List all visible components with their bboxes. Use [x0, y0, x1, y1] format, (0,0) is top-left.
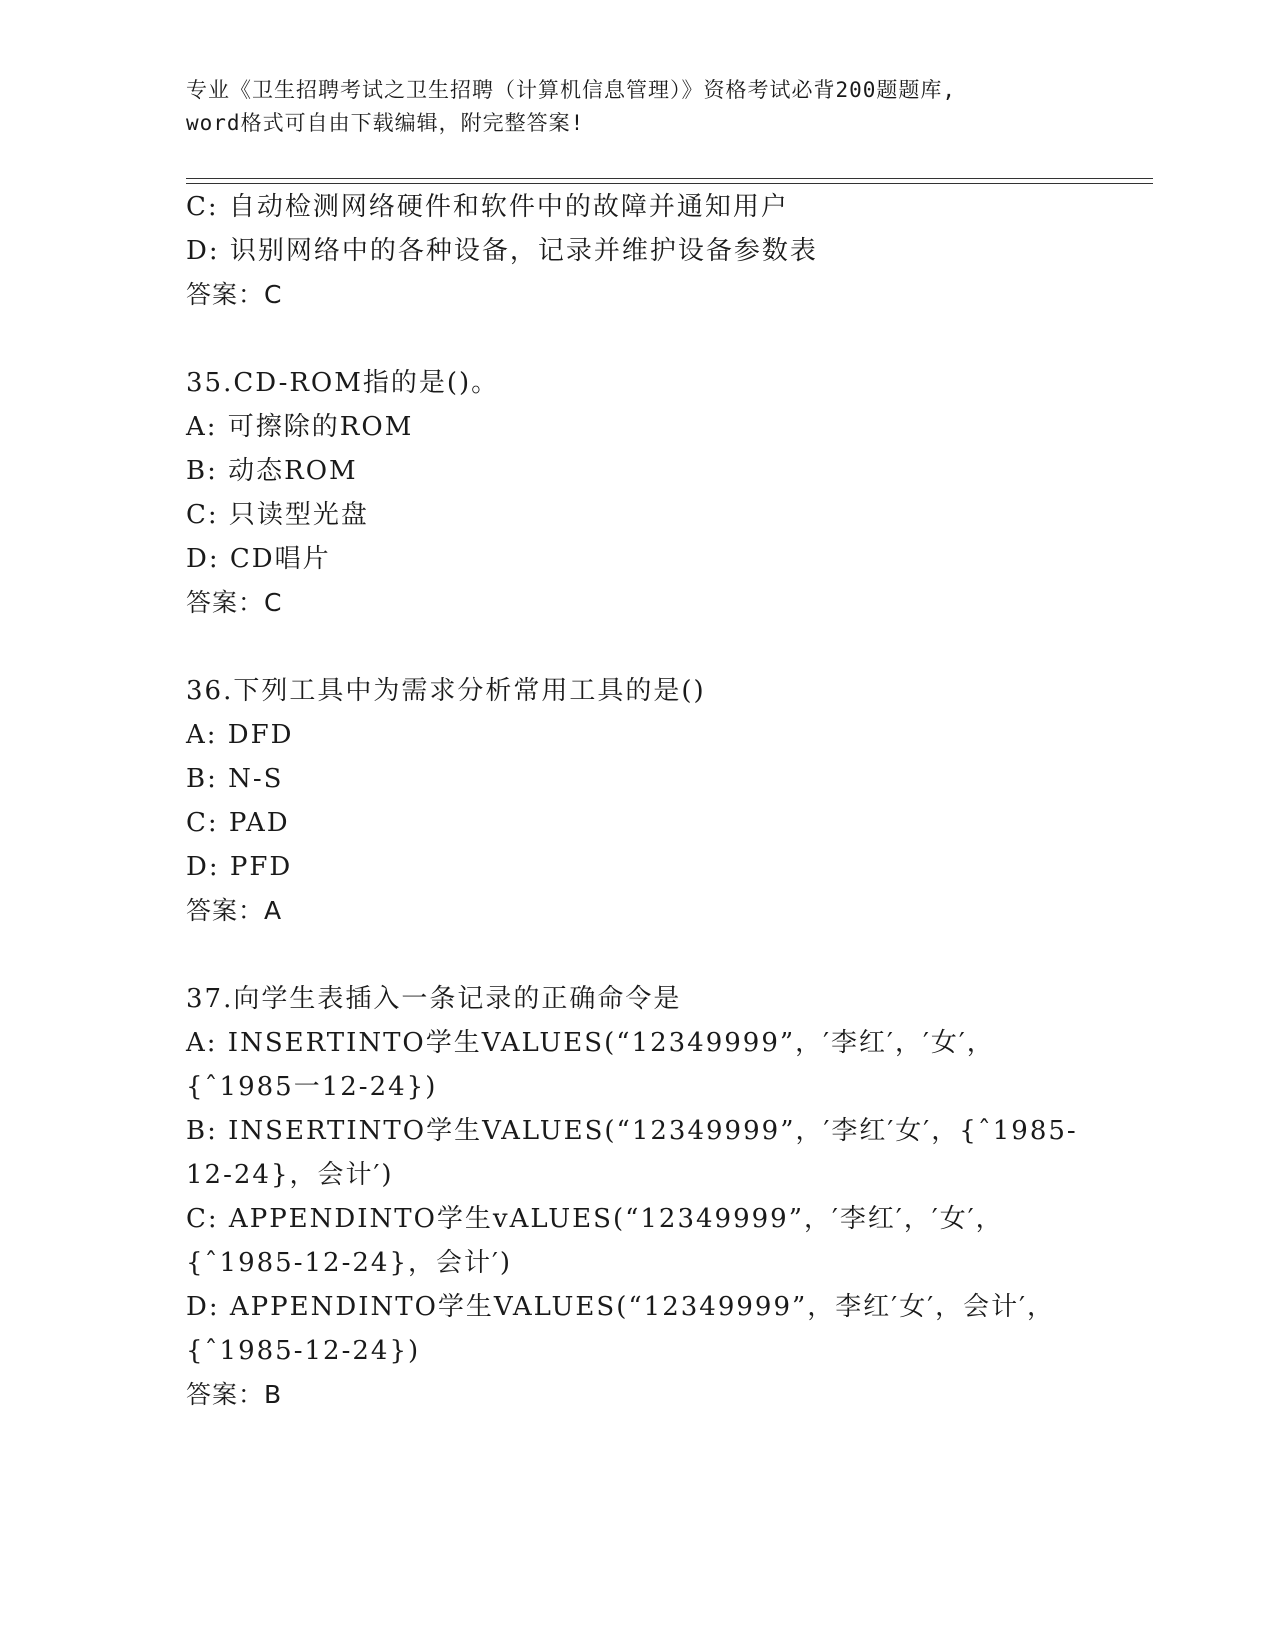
q36-option-a: A: DFD [186, 720, 294, 750]
header-title-line-2: word格式可自由下载编辑，附完整答案! [186, 111, 585, 135]
q36-stem: 36.下列工具中为需求分析常用工具的是() [186, 676, 706, 706]
q35-answer: 答案：C [186, 588, 283, 617]
q37-stem: 37.向学生表插入一条记录的正确命令是 [186, 984, 682, 1014]
q37-option-b-line-1: B: INSERTINTO学生VALUES(“12349999”，′李红′女′，{ˆ1985- [186, 1116, 1078, 1146]
prev-answer: 答案：C [186, 280, 283, 309]
document-header [186, 74, 1086, 140]
q36-option-d: D: PFD [186, 852, 293, 882]
q37-option-d-line-1: D: APPENDINTO学生VALUES(“12349999”，李红′女′，会计′， [186, 1292, 1055, 1322]
q35-option-d: D: CD唱片 [186, 544, 331, 574]
q36-answer: 答案：A [186, 896, 283, 925]
q37-option-b-line-2: 12-24}，会计′) [186, 1160, 394, 1190]
q37-option-a-line-2: {ˆ1985一12-24}) [186, 1072, 438, 1102]
q35-option-c: C: 只读型光盘 [186, 500, 369, 530]
q35-option-b: B: 动态ROM [186, 456, 358, 486]
header-divider-bottom [186, 183, 1153, 184]
q35-option-a: A: 可擦除的ROM [186, 412, 414, 442]
header-divider-top [186, 178, 1153, 179]
prev-option-c: C: 自动检测网络硬件和软件中的故障并通知用户 [186, 192, 789, 222]
q37-option-c-line-2: {ˆ1985-12-24}，会计′) [186, 1248, 513, 1278]
prev-option-d: D: 识别网络中的各种设备，记录并维护设备参数表 [186, 236, 818, 266]
q37-option-d-line-2: {ˆ1985-12-24}) [186, 1336, 421, 1366]
q37-answer: 答案：B [186, 1380, 283, 1409]
q35-stem: 35.CD-ROM指的是()。 [186, 368, 500, 398]
q36-option-b: B: N-S [186, 764, 284, 794]
q36-option-c: C: PAD [186, 808, 290, 838]
q37-option-a-line-1: A: INSERTINTO学生VALUES(“12349999”，′李红′，′女′， [186, 1028, 995, 1058]
header-title-line-1: 专业《卫生招聘考试之卫生招聘（计算机信息管理）》资格考试必背200题题库, [186, 78, 957, 102]
q37-option-c-line-1: C: APPENDINTO学生vALUES(“12349999”，′李红′，′女′， [186, 1204, 1004, 1234]
